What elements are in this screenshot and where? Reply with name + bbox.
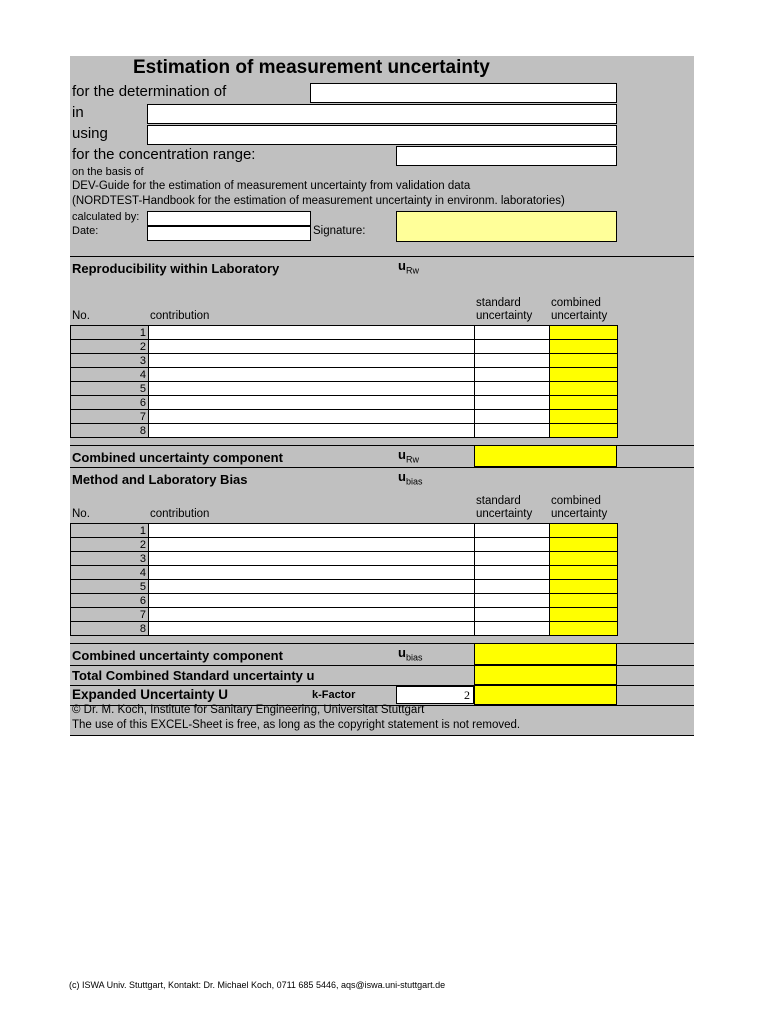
col-standard-header-2: uncertainty	[476, 310, 533, 322]
table-row	[71, 580, 618, 594]
table-row	[71, 326, 618, 340]
col-combined-header-2: uncertainty	[551, 310, 608, 322]
table-row	[71, 410, 618, 424]
row-number: 3	[71, 552, 149, 566]
contribution-cell[interactable]	[149, 538, 475, 552]
contribution-cell[interactable]	[149, 410, 475, 424]
row-number: 5	[71, 382, 149, 396]
in-label: in	[72, 104, 84, 121]
combined-uncertainty-cell	[550, 340, 618, 354]
k-factor-input[interactable]: 2	[396, 686, 474, 704]
contribution-cell[interactable]	[149, 326, 475, 340]
reproducibility-combined-result	[474, 445, 617, 467]
expanded-uncertainty-result	[474, 685, 617, 705]
reproducibility-combined-symbol: $u_{Rw}$	[398, 447, 419, 465]
col-standard-header-2: uncertainty	[476, 508, 533, 520]
standard-uncertainty-cell[interactable]	[475, 594, 550, 608]
row-number: 7	[71, 608, 149, 622]
contribution-cell[interactable]	[149, 382, 475, 396]
combined-uncertainty-cell	[550, 566, 618, 580]
combined-uncertainty-cell	[550, 538, 618, 552]
row-number: 8	[71, 424, 149, 438]
bias-combined-label: Combined uncertainty component	[72, 648, 283, 663]
combined-uncertainty-cell	[550, 354, 618, 368]
bias-table	[70, 523, 618, 636]
contribution-cell[interactable]	[149, 524, 475, 538]
section-divider	[70, 256, 694, 257]
basis-label: on the basis of	[72, 166, 144, 178]
combined-uncertainty-cell	[550, 552, 618, 566]
row-divider	[70, 467, 694, 468]
row-number: 6	[71, 594, 149, 608]
page-footer: (c) ISWA Univ. Stuttgart, Kontakt: Dr. Michael Koch, 0711 685 5446, aqs@iswa.uni-stuttgart.de	[69, 980, 446, 990]
combined-uncertainty-cell	[550, 622, 618, 636]
combined-uncertainty-cell	[550, 410, 618, 424]
row-number: 6	[71, 396, 149, 410]
standard-uncertainty-cell[interactable]	[475, 354, 550, 368]
row-number: 4	[71, 368, 149, 382]
copyright-line-1: © Dr. M. Koch, Institute for Sanitary Engineering, Universitat Stuttgart	[72, 704, 425, 716]
row-number: 3	[71, 354, 149, 368]
bias-symbol: $u_{bias}$	[398, 469, 423, 487]
table-row	[71, 552, 618, 566]
combined-uncertainty-cell	[550, 608, 618, 622]
using-label: using	[72, 125, 108, 142]
contribution-cell[interactable]	[149, 608, 475, 622]
table-row	[71, 382, 618, 396]
copyright-line-2: The use of this EXCEL-Sheet is free, as long as the copyright statement is not removed.	[72, 719, 521, 731]
signature-label: Signature:	[313, 225, 366, 237]
contribution-cell[interactable]	[149, 622, 475, 636]
contribution-cell[interactable]	[149, 396, 475, 410]
col-contribution-header: contribution	[150, 310, 210, 322]
combined-uncertainty-cell	[550, 396, 618, 410]
combined-uncertainty-cell	[550, 326, 618, 340]
reproducibility-heading: Reproducibility within Laboratory	[72, 261, 280, 276]
standard-uncertainty-cell[interactable]	[475, 580, 550, 594]
combined-uncertainty-cell	[550, 368, 618, 382]
table-row	[71, 622, 618, 636]
calculated-by-field[interactable]	[147, 211, 311, 226]
worksheet	[70, 56, 694, 736]
matrix-field[interactable]	[147, 104, 617, 124]
contribution-cell[interactable]	[149, 566, 475, 580]
determination-label: for the determination of	[72, 83, 227, 100]
total-combined-result	[474, 665, 617, 685]
standard-uncertainty-cell[interactable]	[475, 368, 550, 382]
row-number: 8	[71, 622, 149, 636]
bottom-border	[70, 735, 694, 736]
table-row	[71, 424, 618, 438]
col-standard-header: standard	[476, 297, 521, 309]
range-label: for the concentration range:	[72, 146, 256, 163]
contribution-cell[interactable]	[149, 368, 475, 382]
standard-uncertainty-cell[interactable]	[475, 424, 550, 438]
row-number: 1	[71, 326, 149, 340]
combined-uncertainty-cell	[550, 382, 618, 396]
bias-combined-result	[474, 643, 617, 665]
col-combined-header-2: uncertainty	[551, 508, 608, 520]
contribution-cell[interactable]	[149, 580, 475, 594]
table-row	[71, 566, 618, 580]
contribution-cell[interactable]	[149, 340, 475, 354]
k-factor-label: k-Factor	[312, 689, 356, 701]
standard-uncertainty-cell[interactable]	[475, 524, 550, 538]
table-row	[71, 594, 618, 608]
table-row	[71, 538, 618, 552]
expanded-uncertainty-label: Expanded Uncertainty U	[72, 687, 229, 702]
standard-uncertainty-cell[interactable]	[475, 410, 550, 424]
table-row	[71, 608, 618, 622]
page-title: Estimation of measurement uncertainty	[133, 57, 490, 78]
standard-uncertainty-cell[interactable]	[475, 622, 550, 636]
standard-uncertainty-cell[interactable]	[475, 382, 550, 396]
col-combined-header: combined	[551, 495, 601, 507]
reproducibility-symbol: $u_{Rw}$	[398, 258, 419, 276]
bias-heading: Method and Laboratory Bias	[72, 472, 248, 487]
combined-uncertainty-cell	[550, 580, 618, 594]
col-contribution-header: contribution	[150, 508, 210, 520]
standard-uncertainty-cell[interactable]	[475, 538, 550, 552]
standard-uncertainty-cell[interactable]	[475, 566, 550, 580]
concentration-range-field[interactable]	[396, 146, 617, 166]
table-row	[71, 354, 618, 368]
table-row	[71, 368, 618, 382]
contribution-cell[interactable]	[149, 552, 475, 566]
determination-field[interactable]	[310, 83, 617, 103]
row-number: 1	[71, 524, 149, 538]
total-combined-label: Total Combined Standard uncertainty u	[72, 668, 315, 683]
col-standard-header: standard	[476, 495, 521, 507]
date-label: Date:	[72, 225, 99, 237]
contribution-cell[interactable]	[149, 424, 475, 438]
standard-uncertainty-cell[interactable]	[475, 608, 550, 622]
col-no-header: No.	[72, 508, 90, 520]
reproducibility-combined-label: Combined uncertainty component	[72, 450, 283, 465]
row-number: 2	[71, 538, 149, 552]
standard-uncertainty-cell[interactable]	[475, 552, 550, 566]
col-combined-header: combined	[551, 297, 601, 309]
method-field[interactable]	[147, 125, 617, 145]
standard-uncertainty-cell[interactable]	[475, 326, 550, 340]
dev-guide-text: DEV-Guide for the estimation of measurement uncertainty from validation data	[72, 180, 471, 192]
combined-uncertainty-cell	[550, 424, 618, 438]
table-row	[71, 524, 618, 538]
signature-field[interactable]	[396, 211, 617, 242]
reproducibility-table	[70, 325, 618, 438]
row-number: 5	[71, 580, 149, 594]
standard-uncertainty-cell[interactable]	[475, 340, 550, 354]
bias-combined-symbol: $u_{bias}$	[398, 645, 423, 663]
table-row	[71, 340, 618, 354]
contribution-cell[interactable]	[149, 354, 475, 368]
combined-uncertainty-cell	[550, 524, 618, 538]
row-number: 4	[71, 566, 149, 580]
contribution-cell[interactable]	[149, 594, 475, 608]
col-no-header: No.	[72, 310, 90, 322]
nordtest-text: (NORDTEST-Handbook for the estimation of measurement uncertainty in environm. laboratories)	[72, 195, 565, 207]
calculated-by-label: calculated by:	[72, 211, 140, 223]
standard-uncertainty-cell[interactable]	[475, 396, 550, 410]
table-row	[71, 396, 618, 410]
row-number: 7	[71, 410, 149, 424]
combined-uncertainty-cell	[550, 594, 618, 608]
date-field[interactable]	[147, 226, 311, 241]
row-number: 2	[71, 340, 149, 354]
